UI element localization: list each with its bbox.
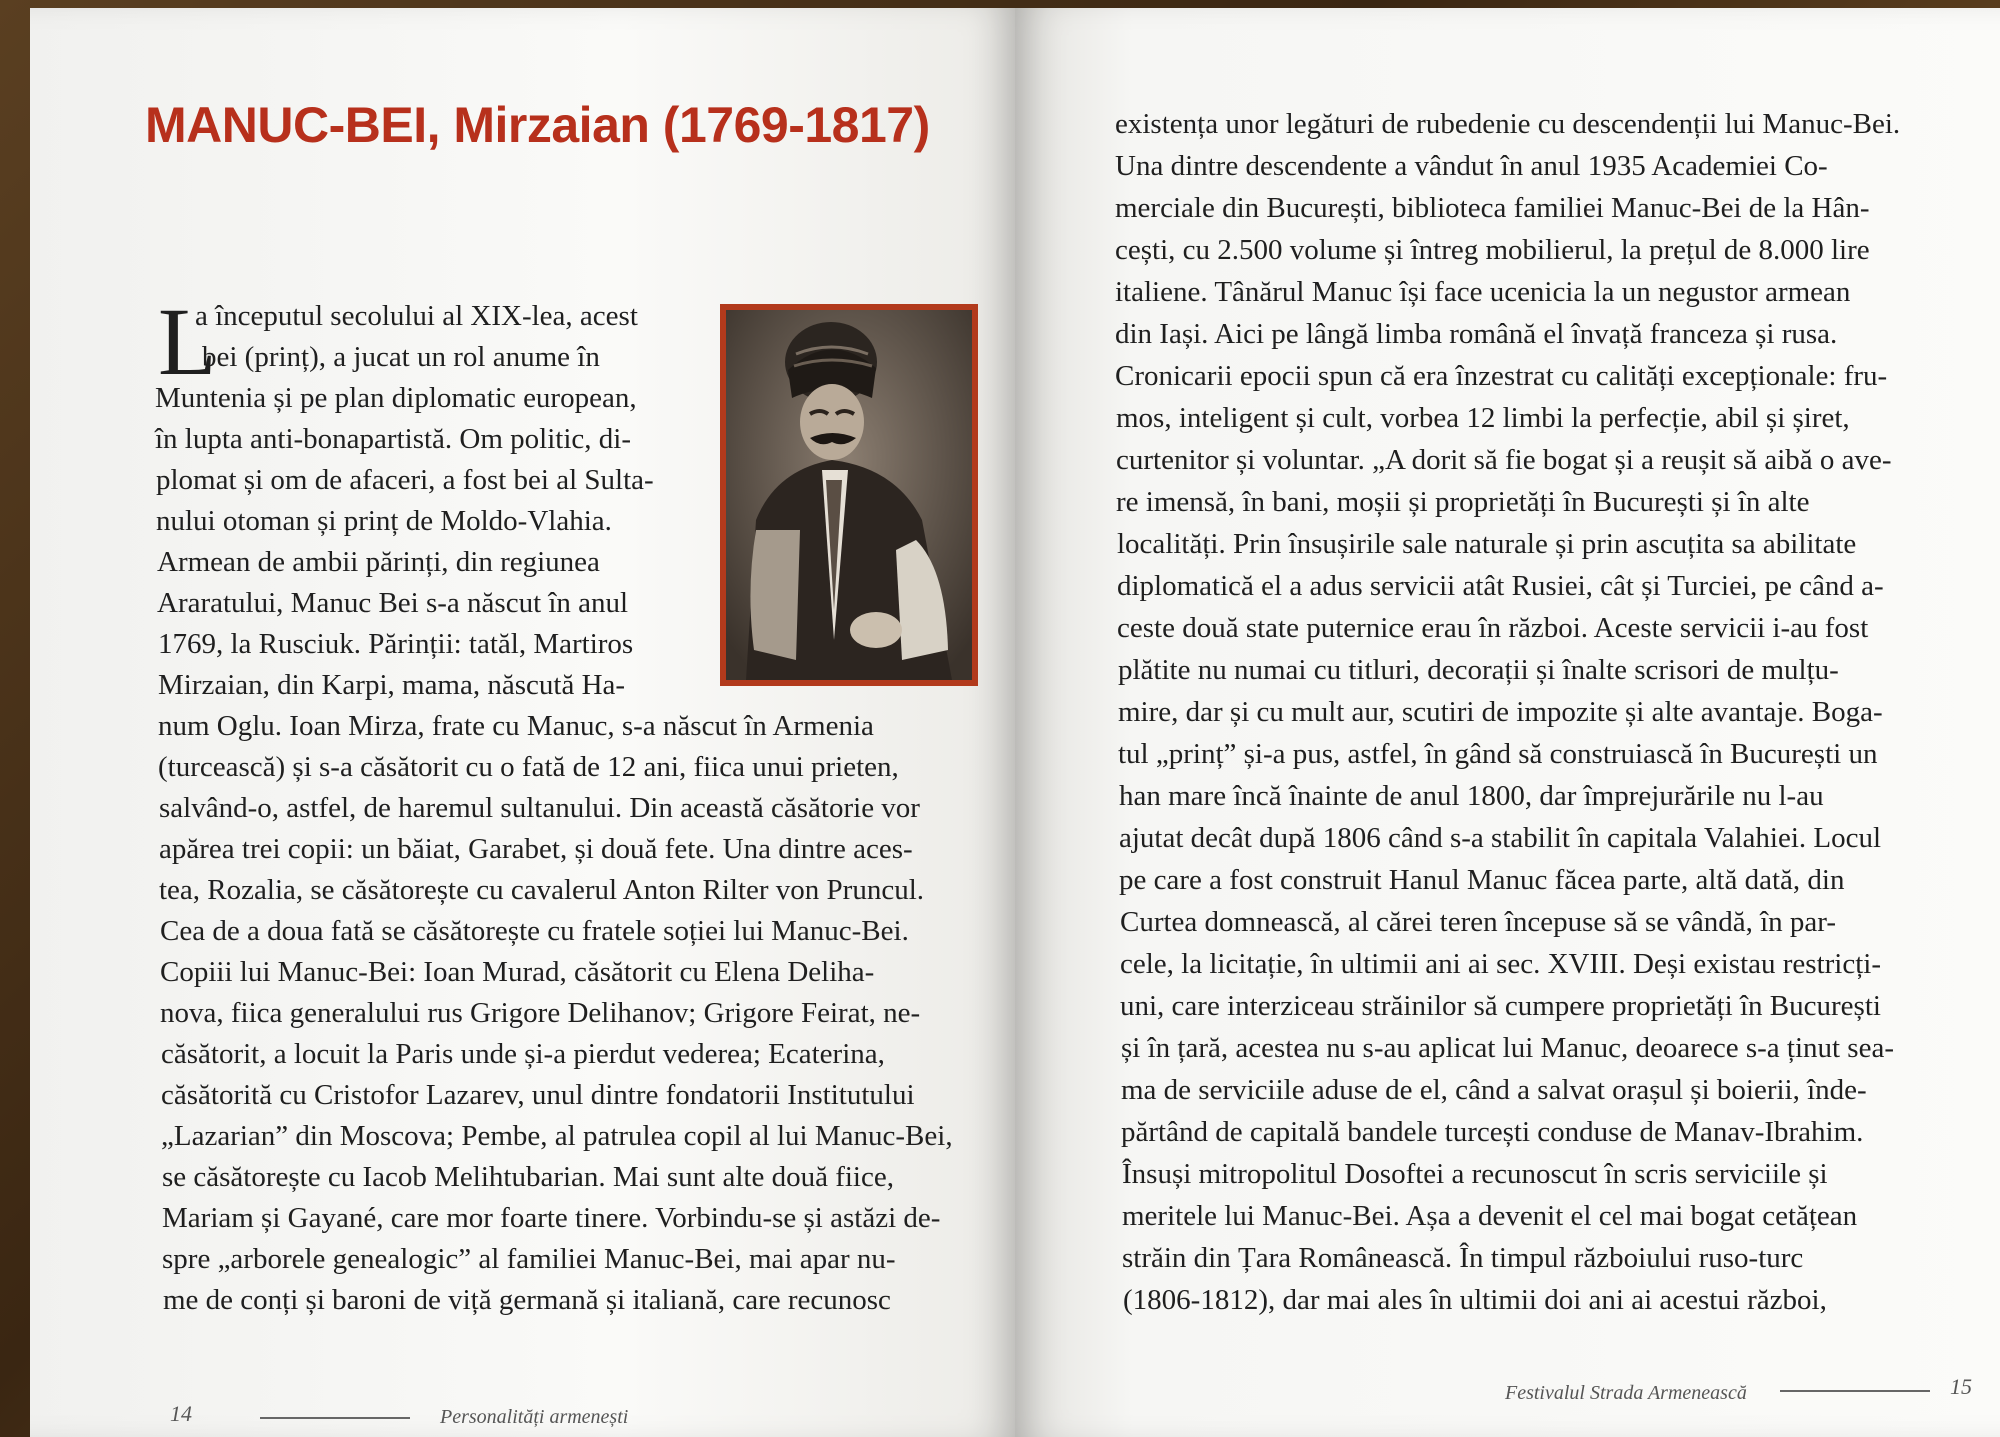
body-line: se căsătorește cu Iacob Melihtubarian. Mai sunt alte două fiice, xyxy=(162,1161,894,1193)
drop-cap: L xyxy=(158,288,217,395)
body-line: Muntenia și pe plan diplomatic european, xyxy=(155,382,637,414)
body-line: mire, dar și cu mult aur, scutiri de impozite și alte avantaje. Boga- xyxy=(1118,696,1883,728)
body-line: salvând-o, astfel, de haremul sultanului. Din această căsătorie vor xyxy=(159,792,920,824)
body-line: meritele lui Manuc-Bei. Așa a devenit el cel mai bogat cetățean xyxy=(1122,1200,1858,1232)
body-line: 1769, la Rusciuk. Părinții: tatăl, Martiros xyxy=(158,628,634,660)
body-line: Armean de ambii părinți, din regiunea xyxy=(157,546,600,578)
left-page-number: 14 xyxy=(170,1401,192,1426)
body-line: mos, inteligent și cult, vorbea 12 limbi la perfecție, abil și șiret, xyxy=(1116,402,1850,434)
article-title: MANUC-BEI, Mirzaian (1769-1817) xyxy=(145,97,930,153)
right-page xyxy=(1015,8,2000,1437)
body-line: în lupta anti-bonapartistă. Om politic, di- xyxy=(155,423,631,455)
body-line: Cronicarii epocii spun că era înzestrat cu calități excepționale: fru- xyxy=(1115,360,1888,392)
body-line: diplomatică el a adus servicii atât Rusiei, cât și Turciei, pe când a- xyxy=(1117,570,1884,602)
body-line: localități. Prin însușirile sale naturale și prin ascuțita sa abilitate xyxy=(1117,528,1857,560)
body-line: căsătorit, a locuit la Paris unde și-a pierdut vederea; Ecaterina, xyxy=(161,1038,885,1070)
footer-rule xyxy=(260,1417,410,1419)
body-line: ajutat decât după 1806 când s-a stabilit în capitala Valahiei. Locul xyxy=(1119,822,1882,854)
body-line: Mariam și Gayané, care mor foarte tinere. Vorbindu-se și astăzi de- xyxy=(162,1202,941,1234)
body-line: Curtea domnească, al cărei teren începuse să se vândă, în par- xyxy=(1120,906,1837,938)
body-line: merciale din București, biblioteca familiei Manuc-Bei de la Hân- xyxy=(1115,192,1870,224)
body-line: părtând de capitală bandele turcești conduse de Manav-Ibrahim. xyxy=(1121,1116,1864,1148)
body-line: plătite nu numai cu titluri, decorații și înalte scrisori de mulțu- xyxy=(1118,654,1839,686)
body-line: plomat și om de afaceri, a fost bei al Sulta- xyxy=(156,464,654,496)
body-line: bei (prinț), a jucat un rol anume în xyxy=(202,341,600,373)
right-running-title: Festivalul Strada Armenească xyxy=(1505,1382,1747,1404)
body-line: Copiii lui Manuc-Bei: Ioan Murad, căsătorit cu Elena Deliha- xyxy=(160,956,875,988)
body-line: uni, care interziceau străinilor să cumpere proprietăți în București xyxy=(1120,990,1881,1022)
body-line: Cea de a doua fată se căsătorește cu fratele soției lui Manuc-Bei. xyxy=(160,915,909,947)
body-line: nului otoman și prinț de Moldo-Vlahia. xyxy=(156,505,612,537)
body-line: italiene. Tânărul Manuc își face ucenicia la un negustor armean xyxy=(1115,276,1851,308)
body-line: tea, Rozalia, se căsătorește cu cavalerul Anton Rilter von Pruncul. xyxy=(159,874,925,906)
portrait-image xyxy=(720,304,978,686)
body-line: spre „arborele genealogic” al familiei Manuc-Bei, mai apar nu- xyxy=(162,1243,896,1275)
body-line: me de conți și baroni de viță germană și italiană, care recunosc xyxy=(163,1284,891,1316)
body-line: și în țară, acestea nu s-au aplicat lui Manuc, deoarece s-a ținut sea- xyxy=(1121,1032,1894,1064)
body-line: cești, cu 2.500 volume și întreg mobilierul, la prețul de 8.000 lire xyxy=(1115,234,1870,266)
body-line: Una dintre descendente a vândut în anul 1935 Academiei Co- xyxy=(1115,150,1828,182)
body-line: num Oglu. Ioan Mirza, frate cu Manuc, s-a născut în Armenia xyxy=(158,710,874,742)
portrait-drawing xyxy=(726,310,972,680)
body-line: (turcească) și s-a căsătorit cu o fată de 12 ani, fiica unui prieten, xyxy=(158,751,899,783)
footer-rule xyxy=(1780,1390,1930,1392)
body-line: re imensă, în bani, moșii și proprietăți în București și în alte xyxy=(1116,486,1810,518)
body-line: Araratului, Manuc Bei s-a născut în anul xyxy=(157,587,629,619)
body-line: „Lazarian” din Moscova; Pembe, al patrulea copil al lui Manuc-Bei, xyxy=(161,1120,953,1152)
body-line: cele, la licitație, în ultimii ani ai sec. XVIII. Deși existau restricți- xyxy=(1120,948,1881,980)
body-line: ceste două state puternice erau în război. Aceste servicii i-au fost xyxy=(1117,612,1869,644)
left-page xyxy=(30,8,1015,1437)
body-line: Mirzaian, din Karpi, mama, născută Ha- xyxy=(158,669,626,701)
body-line: existența unor legături de rubedenie cu descendenții lui Manuc-Bei. xyxy=(1115,108,1901,140)
left-running-title: Personalități armenești xyxy=(440,1406,629,1428)
body-line: curtenitor și voluntar. „A dorit să fie bogat și a reușit să aibă o ave- xyxy=(1116,444,1892,476)
body-line: han mare încă înainte de anul 1800, dar împrejurările nu l-au xyxy=(1119,780,1824,812)
body-line: din Iași. Aici pe lângă limba română el învață franceza și rusa. xyxy=(1115,318,1838,350)
body-line: a începutul secolului al XIX-lea, acest xyxy=(195,300,638,332)
body-line: apărea trei copii: un băiat, Garabet, și două fete. Una dintre aces- xyxy=(159,833,913,865)
open-book xyxy=(30,8,2000,1437)
body-line: ma de serviciile aduse de el, când a salvat orașul și boierii, înde- xyxy=(1121,1074,1867,1106)
body-line: Însuși mitropolitul Dosoftei a recunoscut în scris serviciile și xyxy=(1122,1158,1828,1190)
body-line: (1806-1812), dar mai ales în ultimii doi ani ai acestui război, xyxy=(1123,1284,1827,1316)
body-line: căsătorită cu Cristofor Lazarev, unul dintre fondatorii Institutului xyxy=(161,1079,915,1111)
body-line: străin din Țara Românească. În timpul războiului ruso-turc xyxy=(1122,1242,1804,1274)
body-line: nova, fiica generalului rus Grigore Delihanov; Grigore Feirat, ne- xyxy=(160,997,921,1029)
right-page-number: 15 xyxy=(1950,1374,1972,1399)
body-line: pe care a fost construit Hanul Manuc făcea parte, altă dată, din xyxy=(1119,864,1845,896)
body-line: tul „prinț” și-a pus, astfel, în gând să construiască în București un xyxy=(1118,738,1878,770)
